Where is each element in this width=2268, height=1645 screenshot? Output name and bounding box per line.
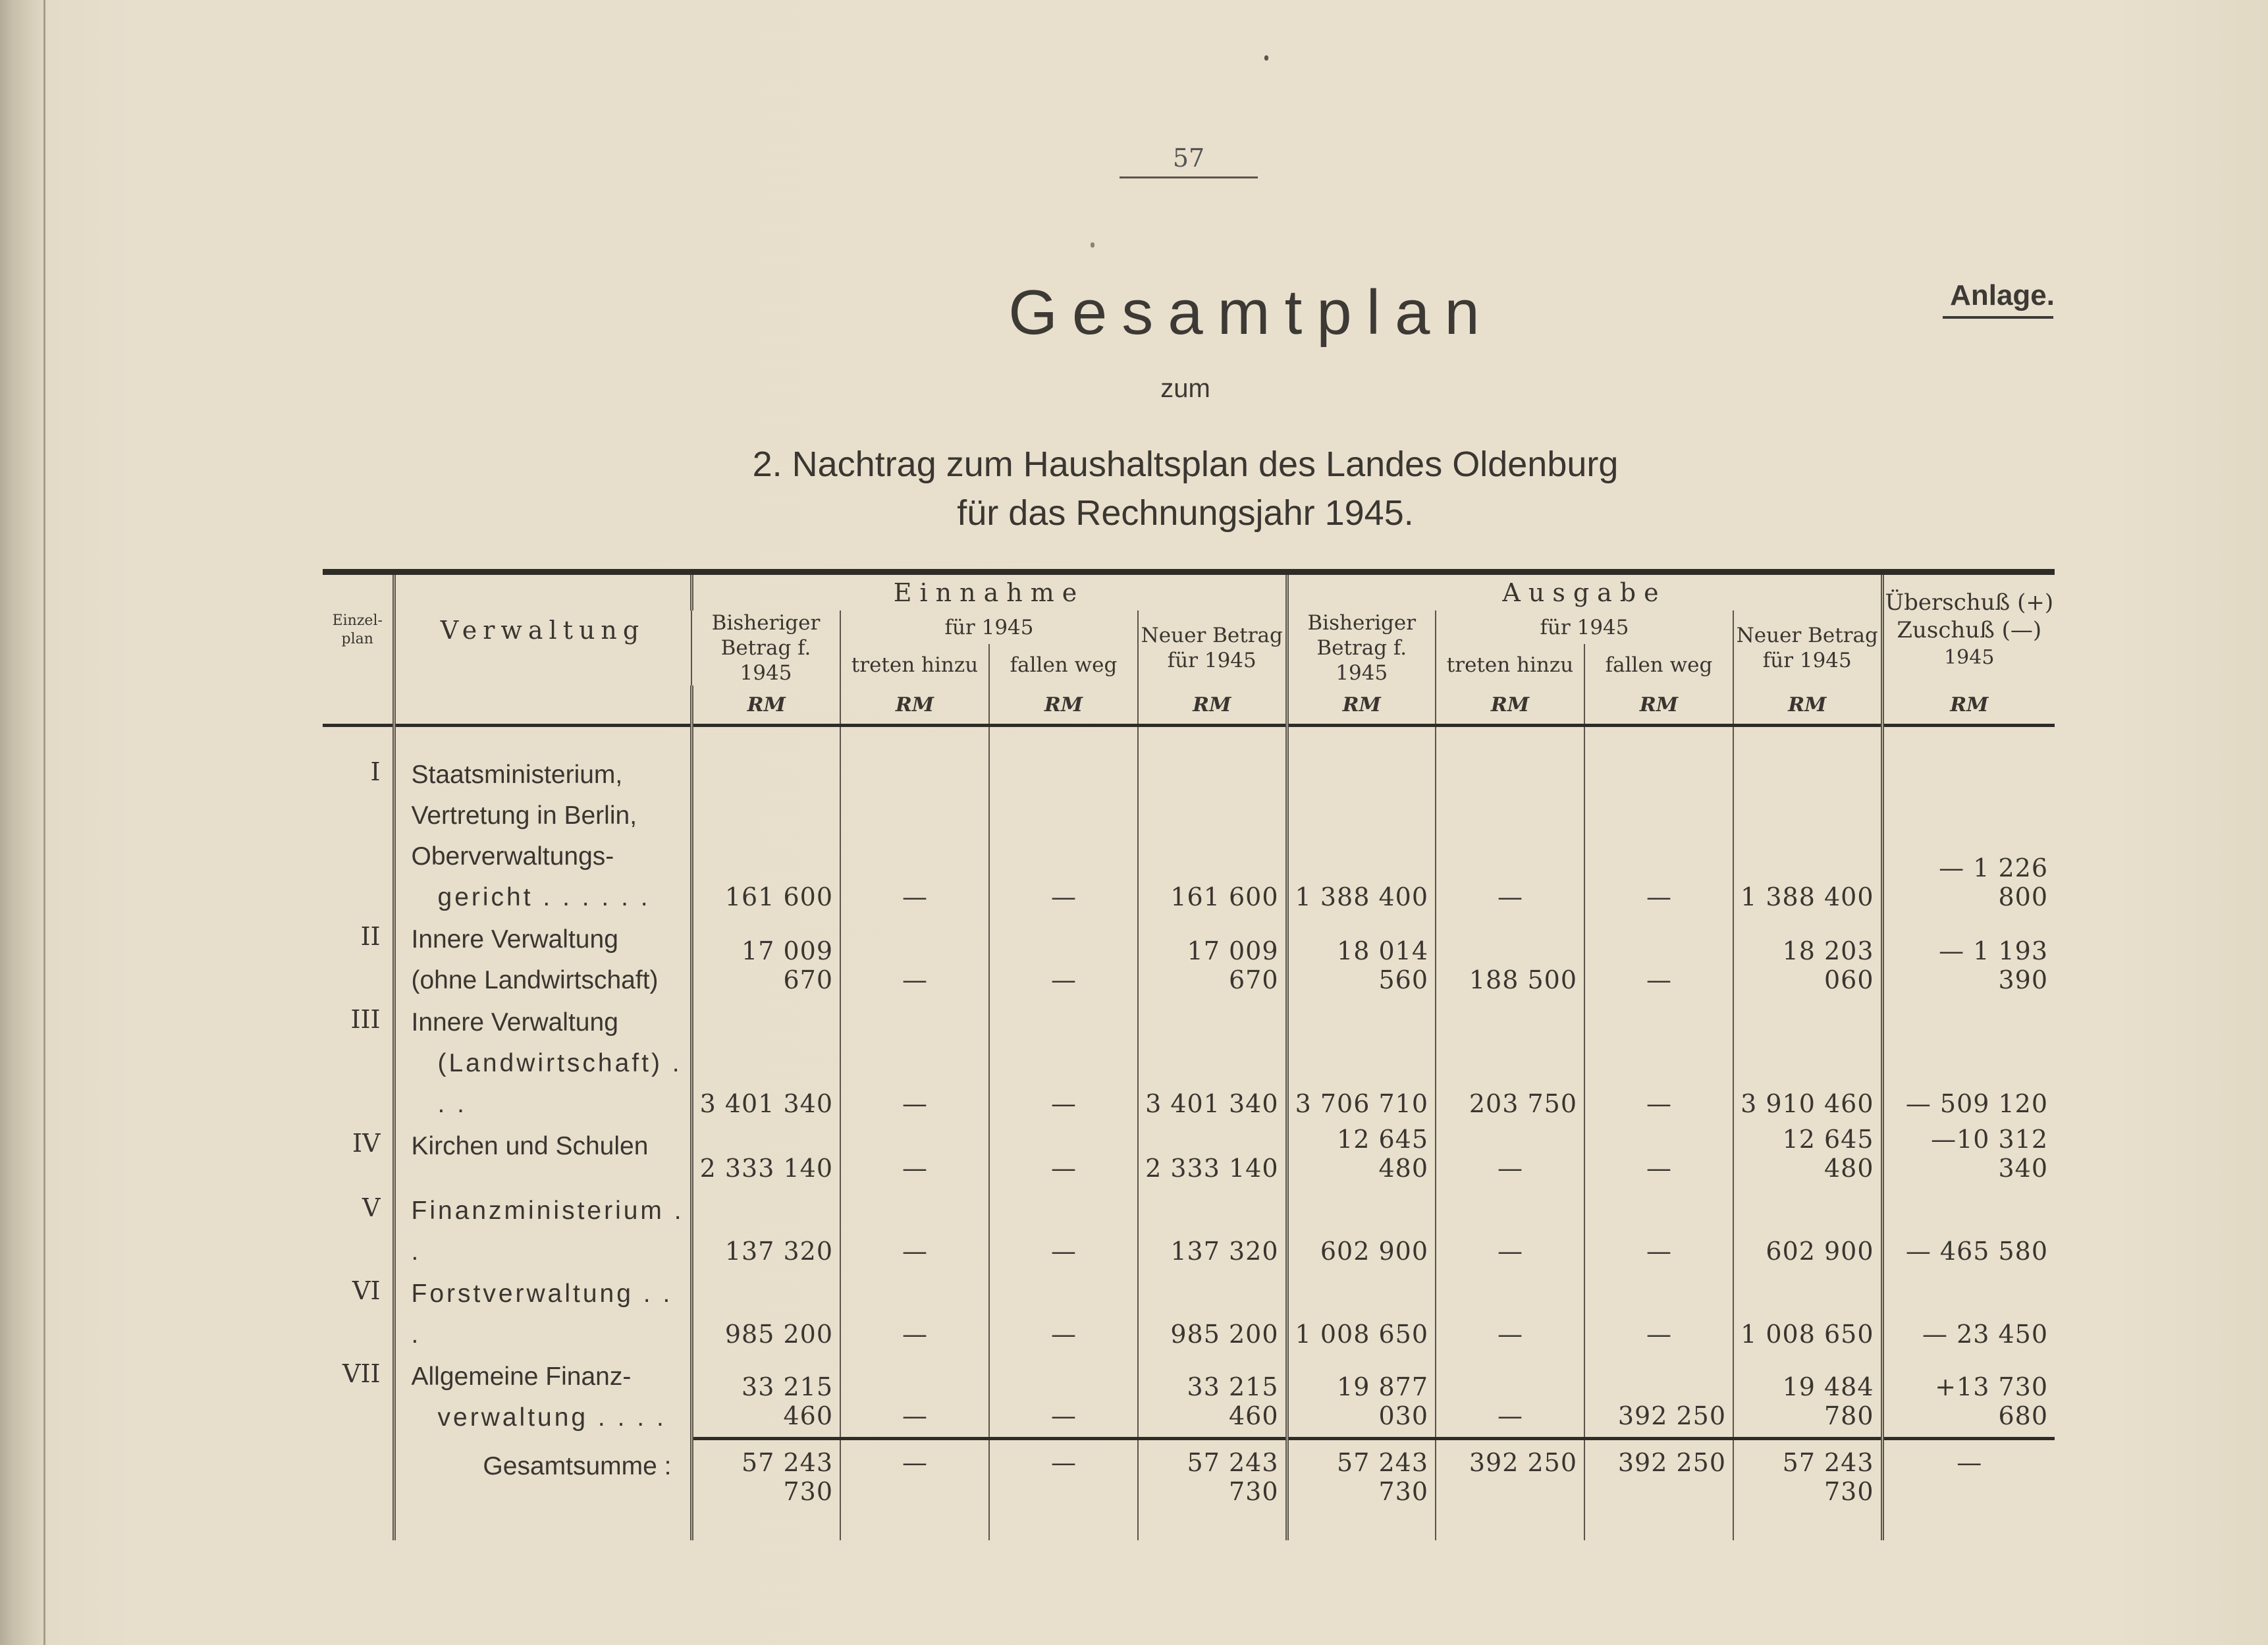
table-row [323,1272,2055,1355]
unit-cell-empty [323,686,394,726]
value-cell: 602 900 [1733,1189,1882,1272]
verwaltung-name [394,1355,691,1438]
header-einzelplan-label: Einzel-plan [332,612,383,647]
unit-label: RM [989,686,1138,726]
value-cell: — [989,1001,1138,1125]
verwaltung-name-line: Innere Verwaltung [411,925,618,954]
value-cell: — 1 193 390 [1882,918,2055,1001]
header-ausgabe: Ausgabe [1287,575,1882,610]
total-value-cell: 392 250 [1436,1438,1584,1514]
value-cell: — [989,1272,1138,1355]
budget-table [323,575,2055,1540]
verwaltung-name [394,1125,691,1189]
value-cell: 161 600 [691,753,840,918]
value-cell: — 1 226 800 [1882,753,2055,918]
value-cell: 985 200 [1138,1272,1287,1355]
value-cell: — [1584,1001,1733,1125]
einzelplan-number: II [360,922,381,951]
anlage-underline [1943,316,2053,319]
value-cell: 12 645 480 [1733,1125,1882,1189]
value-cell: — [1584,753,1733,918]
header-ausgabe-bisheriger: Bisheriger Betrag f. 1945 [1287,610,1436,686]
header-einnahme-fuer-1945: für 1945 [840,610,1138,644]
anlage-label: Anlage. [1950,279,2055,311]
value-cell: 19 877 030 [1287,1355,1436,1438]
table-header [323,575,2055,726]
verwaltung-name-line: Staatsministerium, [411,761,623,789]
verwaltung-name-line: Finanzministerium . . [411,1197,684,1266]
total-value-cell: — [1882,1438,2055,1514]
page-number-rule [1120,176,1258,178]
header-einnahme-fallen-weg: fallen weg [989,644,1138,686]
value-cell: — [989,1189,1138,1272]
verwaltung-name [394,1189,691,1272]
value-cell: — [989,918,1138,1001]
verwaltung-name-line: Forstverwaltung . . . [411,1280,673,1349]
einzelplan-number: VII [342,1359,381,1388]
total-row [323,1438,2055,1514]
value-cell: 1 008 650 [1733,1272,1882,1355]
verwaltung-name-line: gericht . . . . . . [437,883,651,911]
value-cell: 188 500 [1436,918,1584,1001]
value-cell: 1 388 400 [1287,753,1436,918]
page-number: 57 [1172,144,1205,173]
table-row [323,918,2055,1001]
header-ueberschuss-line3: 1945 [1944,646,1995,669]
subtitle-line-2: für das Rechnungsjahr 1945. [957,493,1414,533]
value-cell: — [840,1272,989,1355]
value-cell: 985 200 [691,1272,840,1355]
value-cell: 203 750 [1436,1001,1584,1125]
header-einnahme-bisheriger: Bisheriger Betrag f. 1945 [691,610,840,686]
unit-label: RM [840,686,989,726]
value-cell: — [989,1355,1138,1438]
unit-label: RM [1733,686,1882,726]
verwaltung-name-line: (ohne Landwirtschaft) [411,966,659,994]
value-cell: — 23 450 [1882,1272,2055,1355]
header-einnahme-neuer-betrag: Neuer Betrag für 1945 [1138,610,1287,686]
value-cell: 33 215 460 [691,1355,840,1438]
einzelplan-number: I [370,757,381,786]
value-cell: 33 215 460 [1138,1355,1287,1438]
value-cell: 3 706 710 [1287,1001,1436,1125]
value-cell: 3 910 460 [1733,1001,1882,1125]
header-einzelplan [323,575,394,686]
value-cell: 17 009 670 [1138,918,1287,1001]
value-cell: 19 484 780 [1733,1355,1882,1438]
value-cell: 1 388 400 [1733,753,1882,918]
value-cell: 17 009 670 [691,918,840,1001]
binding-gutter [43,0,45,1645]
verwaltung-name-line: Vertretung in Berlin, [411,801,637,830]
verwaltung-name-line: Allgemeine Finanz- [411,1362,632,1391]
total-value-cell: — [840,1438,989,1514]
title-connector: zum [1160,374,1210,403]
header-einnahme-treten-hinzu: treten hinzu [840,644,989,686]
einzelplan-number: VI [352,1276,381,1305]
table-row [323,1001,2055,1125]
verwaltung-name-line: Kirchen und Schulen [411,1132,649,1160]
verwaltung-name [394,753,691,918]
value-cell: 137 320 [691,1189,840,1272]
value-cell: 1 008 650 [1287,1272,1436,1355]
total-value-cell: 57 243 730 [1733,1438,1882,1514]
value-cell: 18 203 060 [1733,918,1882,1001]
value-cell: — [1436,1125,1584,1189]
header-verwaltung: Verwaltung [394,575,691,686]
value-cell: — [1436,753,1584,918]
value-cell: — [1436,1272,1584,1355]
verwaltung-name [394,1001,691,1125]
value-cell: — [1584,918,1733,1001]
total-label: Gesamtsumme : [394,1438,691,1514]
value-cell: — [840,918,989,1001]
value-cell: 2 333 140 [1138,1125,1287,1189]
value-cell: 392 250 [1584,1355,1733,1438]
value-cell: 3 401 340 [1138,1001,1287,1125]
unit-cell-empty [394,686,691,726]
value-cell: — [1436,1189,1584,1272]
verwaltung-name-line: Innere Verwaltung [411,1008,618,1037]
value-cell: 2 333 140 [691,1125,840,1189]
verwaltung-name-line: (Landwirtschaft) . . . [437,1049,682,1118]
total-empty-cell [323,1438,394,1514]
table-body [323,726,2055,1540]
value-cell: — [1436,1355,1584,1438]
total-value-cell: 57 243 730 [1138,1438,1287,1514]
document-subtitle [593,440,1778,537]
value-cell: — [840,1001,989,1125]
value-cell: — 465 580 [1882,1189,2055,1272]
unit-label: RM [1584,686,1733,726]
value-cell: 137 320 [1138,1189,1287,1272]
table-row [323,1189,2055,1272]
table-row [323,1125,2055,1189]
header-ueberschuss-line2: Zuschuß (—) [1897,617,2042,643]
header-ausgabe-fuer-1945: für 1945 [1436,610,1733,644]
header-ueberschuss [1882,575,2055,686]
unit-label: RM [1138,686,1287,726]
header-ausgabe-treten-hinzu: treten hinzu [1436,644,1584,686]
value-cell: — [840,1125,989,1189]
table-row [323,753,2055,918]
document-title: Gesamtplan [1008,277,1494,348]
verwaltung-name-line: verwaltung . . . . [437,1403,666,1432]
value-cell: 3 401 340 [691,1001,840,1125]
value-cell: — [840,1189,989,1272]
einzelplan-number: III [350,1005,381,1034]
value-cell: — [1584,1125,1733,1189]
value-cell: 161 600 [1138,753,1287,918]
value-cell: 12 645 480 [1287,1125,1436,1189]
value-cell: —10 312 340 [1882,1125,2055,1189]
unit-label: RM [1436,686,1584,726]
value-cell: — [989,753,1138,918]
total-value-cell: 392 250 [1584,1438,1733,1514]
unit-label: RM [1882,686,2055,726]
verwaltung-name [394,918,691,1001]
table-spacer-row [323,726,2055,754]
value-cell: — [1584,1189,1733,1272]
header-einnahme: Einnahme [691,575,1287,610]
unit-label: RM [691,686,840,726]
header-ausgabe-fallen-weg: fallen weg [1584,644,1733,686]
value-cell: 602 900 [1287,1189,1436,1272]
header-ausgabe-neuer-betrag: Neuer Betrag für 1945 [1733,610,1882,686]
verwaltung-name-line: Oberverwaltungs- [411,842,614,871]
paper-spot [1091,242,1094,248]
value-cell: — [1584,1272,1733,1355]
header-ueberschuss-line1: Überschuß (+) [1885,589,2054,616]
subtitle-line-1: 2. Nachtrag zum Haushaltsplan des Landes Oldenburg [752,445,1619,484]
value-cell: — [840,753,989,918]
value-cell: +13 730 680 [1882,1355,2055,1438]
value-cell: 18 014 560 [1287,918,1436,1001]
einzelplan-number: V [362,1193,381,1222]
einzelplan-number: IV [352,1129,381,1158]
verwaltung-name [394,1272,691,1355]
value-cell: — [989,1125,1138,1189]
total-value-cell: 57 243 730 [691,1438,840,1514]
unit-label: RM [1287,686,1436,726]
total-value-cell: 57 243 730 [1287,1438,1436,1514]
value-cell: — 509 120 [1882,1001,2055,1125]
paper-spot [1264,55,1268,61]
budget-table-container [323,569,2055,1540]
value-cell: — [840,1355,989,1438]
table-spacer-row [323,1514,2055,1540]
table-row [323,1355,2055,1438]
total-value-cell: — [989,1438,1138,1514]
